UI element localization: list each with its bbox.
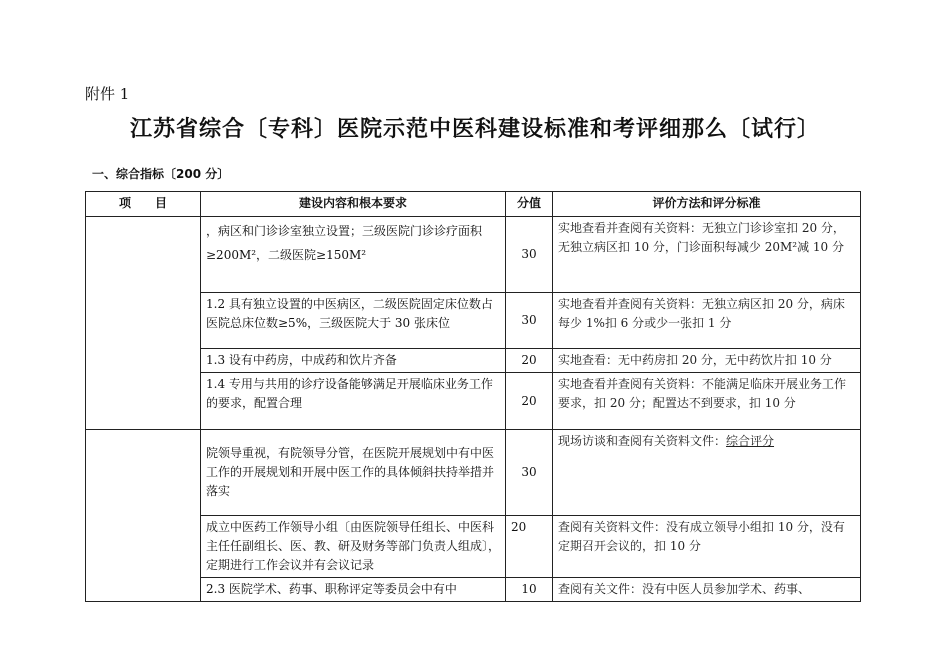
method-text: 现场访谈和查阅有关资料文件： [558, 434, 727, 448]
item-cell-2 [86, 430, 201, 602]
row-score: 10 [506, 578, 553, 602]
header-score: 分值 [506, 192, 553, 217]
table-row [86, 430, 861, 516]
row-score: 30 [506, 293, 553, 349]
row-content: 1.3 设有中药房，中成药和饮片齐备 [201, 349, 506, 373]
row-score: 30 [506, 217, 553, 293]
row-method: 实地查看并查阅有关资料：无独立病区扣 20 分，病床每少 1%扣 6 分或少一张扣 1 分 [553, 293, 861, 349]
row-method [553, 430, 861, 516]
row-content: 1.4 专用与共用的诊疗设备能够满足开展临床业务工作的要求，配置合理 [201, 373, 506, 430]
row-method: 查阅有关文件：没有中医人员参加学术、药事、 [553, 578, 861, 602]
table-row [86, 516, 861, 578]
row-score: 20 [506, 349, 553, 373]
row-method: 查阅有关资料文件：没有成立领导小组扣 10 分，没有定期召开会议的，扣 10 分 [553, 516, 861, 578]
document-title: 江苏省综合〔专科〕医院示范中医科建设标准和考评细那么〔试行〕 [129, 117, 820, 142]
criteria-table [85, 191, 861, 602]
header-method: 评价方法和评分标准 [553, 192, 861, 217]
row-score: 20 [506, 516, 553, 578]
row-content: 1.2 具有独立设置的中医病区，二级医院固定床位数占医院总床位数≥5%，三级医院大于 30 张床位 [201, 293, 506, 349]
attachment-label: 附件 1 [85, 85, 130, 103]
row-content: 2.3 医院学术、药事、职称评定等委员会中有中 [201, 578, 506, 602]
table-row [86, 578, 861, 602]
row-content: 成立中医药工作领导小组〔由医院领导任组长、中医科主任任副组长、医、教、研及财务等部门负责人组成〕，定期进行工作会议并有会议记录 [201, 516, 506, 578]
row-score: 30 [506, 430, 553, 516]
section-title: 一、综合指标〔200 分〕 [92, 167, 230, 181]
table-row [86, 349, 861, 373]
row-content: ，病区和门诊诊室独立设置；三级医院门诊诊疗面积≥200M²，二级医院≥150M² [201, 217, 506, 293]
row-score: 20 [506, 373, 553, 430]
table-header-row [86, 192, 861, 217]
row-method: 实地查看并查阅有关资料：无独立门诊诊室扣 20 分，无独立病区扣 10 分，门诊面积每减少 20M²减 10 分 [553, 217, 861, 293]
table-row [86, 373, 861, 430]
row-method: 实地查看并查阅有关资料：不能满足临床开展业务工作要求，扣 20 分；配置达不到要求，扣 10 分 [553, 373, 861, 430]
table-row [86, 293, 861, 349]
method-underlined: 综合评分 [726, 434, 775, 448]
item-cell-1 [86, 217, 201, 430]
row-method: 实地查看：无中药房扣 20 分，无中药饮片扣 10 分 [553, 349, 861, 373]
header-item: 项 目 [86, 192, 201, 217]
row-content: 院领导重视，有院领导分管，在医院开展规划中有中医工作的开展规划和开展中医工作的具体倾斜扶持举措并落实 [201, 430, 506, 516]
table-row [86, 217, 861, 293]
header-content: 建设内容和根本要求 [201, 192, 506, 217]
